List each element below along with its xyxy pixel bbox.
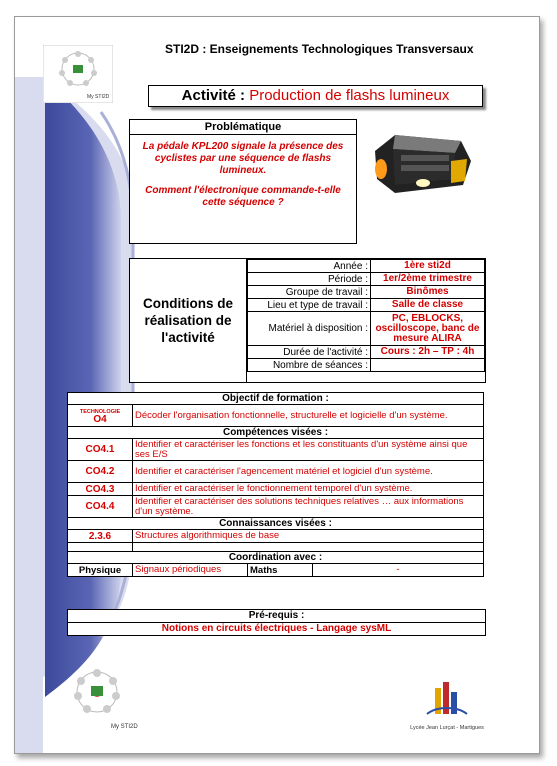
conditions-row [248,273,485,286]
competence-code: CO4.4 [68,496,133,518]
conditions-value: Salle de classe [371,299,485,312]
page-title: STI2D : Enseignements Technologiques Transversaux [165,42,474,56]
lycee-emblem-icon [407,680,487,720]
spacer-cell [68,543,133,552]
competence-text: Identifier et caractériser l'agencement matériel et logiciel d'un système. [133,461,484,483]
conditions-key: Année : [248,260,371,273]
spacer-row [68,543,484,552]
competence-row [68,439,484,461]
objectif-header-row [68,393,484,405]
competence-code: CO4.1 [68,439,133,461]
conditions-row [248,359,485,372]
objectives-table [67,392,484,577]
conditions-table [247,259,485,372]
footer-sti2d-logo [55,662,139,732]
conditions-row [248,346,485,359]
objectif-code: O4 [93,413,107,425]
conditions-title: Conditions de réalisation de l'activité [130,259,247,382]
sti2d-logo [43,45,113,103]
conditions-box [129,258,486,383]
conditions-row [248,299,485,312]
objectif-code-cell [68,405,133,427]
coordination-value-1: Signaux périodiques [133,564,248,577]
competence-code: CO4.2 [68,461,133,483]
coordination-subject-1: Physique [68,564,133,577]
coordination-subject-2: Maths [248,564,313,577]
conditions-key: Nombre de séances : [248,359,371,372]
connaissance-text: Structures algorithmiques de base [133,530,484,543]
connaissances-title: Connaissances visées : [68,518,484,530]
prerequis-box [67,609,486,636]
lycee-logo [407,680,487,732]
activity-label: Activité : [181,87,246,104]
conditions-row [248,286,485,299]
connaissance-row [68,530,484,543]
document-page [14,16,540,754]
conditions-value: PC, EBLOCKS, oscilloscope, banc de mesure ALIRA [371,312,485,346]
problematique-text-1: La pédale KPL200 signale la présence des cyclistes par une séquence de flashs lumineux. [142,141,344,176]
conditions-row [248,260,485,273]
objectif-title: Objectif de formation : [68,393,484,405]
logo-caption: My STI2D [87,94,110,100]
prerequis-title: Pré-requis : [68,610,485,623]
conditions-key: Groupe de travail : [248,286,371,299]
objectif-row [68,405,484,427]
conditions-key: Durée de l'activité : [248,346,371,359]
competence-row [68,496,484,518]
conditions-value [371,359,485,372]
spacer-cell [133,543,484,552]
competences-title: Compétences visées : [68,427,484,439]
coordination-row [68,564,484,577]
problematique-box [129,119,357,244]
competence-text: Identifier et caractériser le fonctionnement temporel d'un système. [133,483,484,496]
competence-row [68,461,484,483]
conditions-value: Cours : 2h – TP : 4h [371,346,485,359]
conditions-key: Lieu et type de travail : [248,299,371,312]
pedal-image [365,121,477,203]
conditions-key: Matériel à disposition : [248,312,371,346]
coordination-value-2: - [313,564,484,577]
conditions-value: Binômes [371,286,485,299]
connaissances-header-row [68,518,484,530]
competence-row [68,483,484,496]
activity-name: Production de flashs lumineux [249,87,450,104]
competences-header-row [68,427,484,439]
competence-text: Identifier et caractériser des solutions techniques relatives … aux informations d'un système. [133,496,484,518]
conditions-value: 1er/2ème trimestre [371,273,485,286]
competence-text: Identifier et caractériser les fonctions et les constituants d'un système ainsi que ses E/S [133,439,484,461]
connaissance-code: 2.3.6 [68,530,133,543]
problematique-title: Problématique [130,120,356,135]
competence-code: CO4.3 [68,483,133,496]
prerequis-text: Notions en circuits électriques - Langage sysML [161,623,392,634]
coordination-header-row [68,552,484,564]
coordination-title: Coordination avec : [68,552,484,564]
footer-logo-caption: My STI2D [111,724,138,730]
objectif-code-top: TECHNOLOGIE [79,408,121,415]
conditions-key: Période : [248,273,371,286]
lycee-name: Lycée Jean Lurçat - Martigues [410,725,484,731]
conditions-row [248,312,485,346]
objectif-text: Décoder l'organisation fonctionnelle, structurelle et logicielle d'un système. [133,405,484,427]
activity-title [148,85,483,107]
problematique-text-2: Comment l'électronique commande-t-elle cette séquence ? [145,185,341,208]
conditions-value: 1ère sti2d [371,260,485,273]
